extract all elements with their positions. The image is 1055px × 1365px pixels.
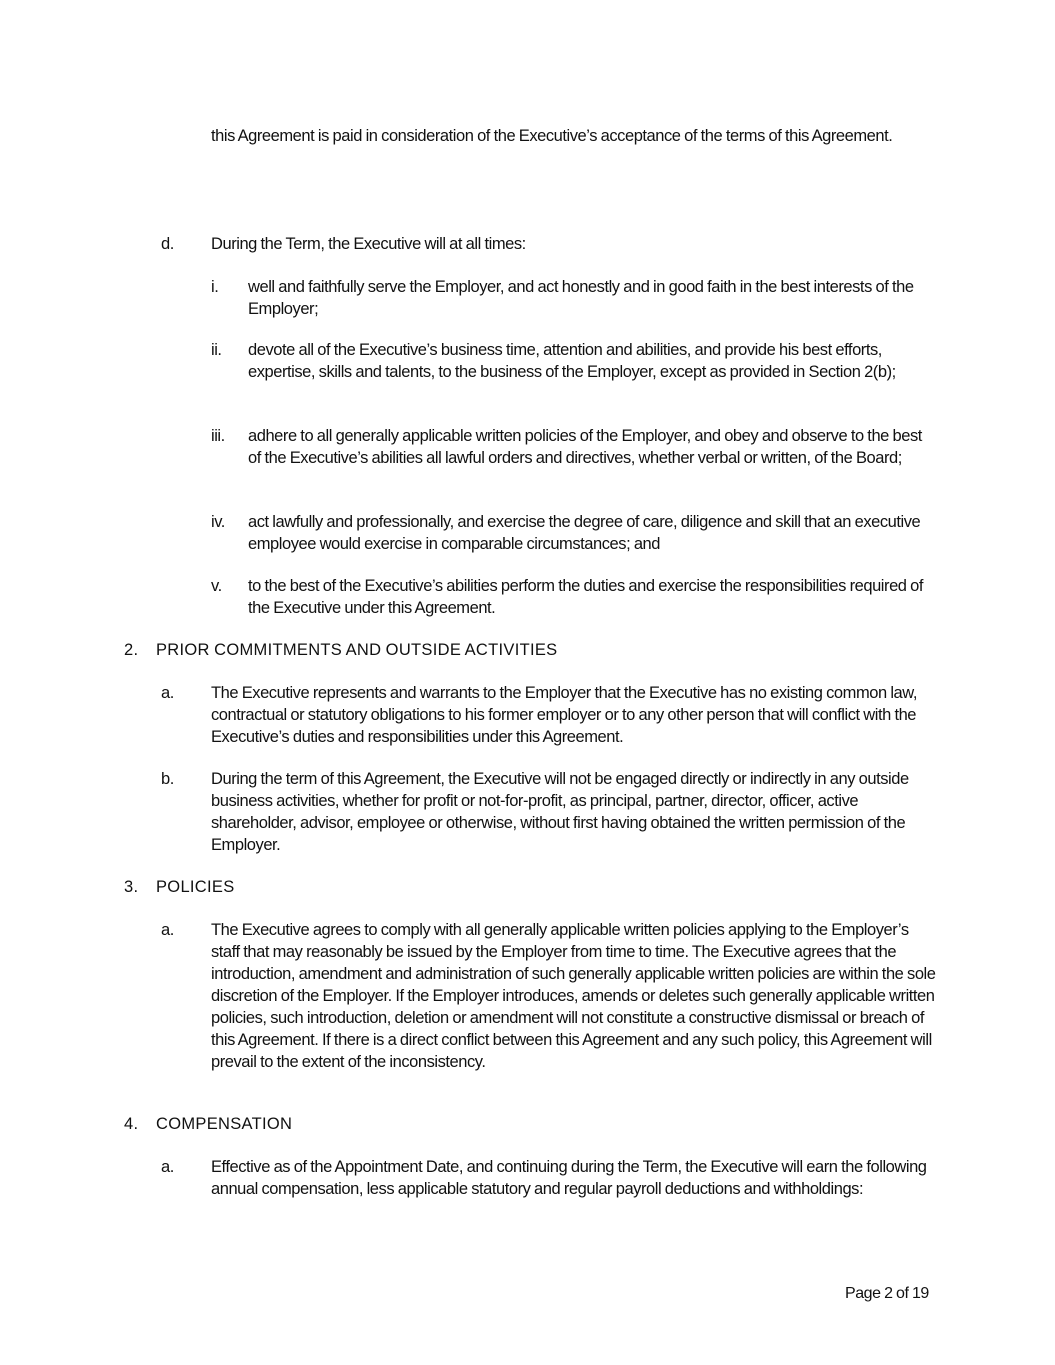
list-item-text: During the term of this Agreement, the Executive will not be engaged directly or indirectly in any outside business activities, whether for profit or not-for-profit, as principal, partner, director, officer, active shareholder, advisor, employee or otherwise, without first having obtained the written permission of the Employer. [211,770,909,854]
list-marker: a. [161,921,174,939]
list-marker: i. [211,278,219,296]
list-item-text: Effective as of the Appointment Date, and continuing during the Term, the Executive will earn the following annual compensation, less applicable statutory and regular payroll deductions and withholdings: [211,1158,927,1198]
section-number: 2. [124,641,139,659]
page-number: Page 2 of 19 [845,1285,929,1302]
list-marker: a. [161,1158,174,1176]
section-title: COMPENSATION [156,1115,293,1133]
section-title: PRIOR COMMITMENTS AND OUTSIDE ACTIVITIES [156,641,558,659]
list-item-text: well and faithfully serve the Employer, and act honestly and in good faith in the best interests of the Employer; [248,278,914,318]
list-item-text: devote all of the Executive’s business time, attention and abilities, and provide his best efforts, expertise, skills and talents, to the business of the Employer, except as provided in Section 2(b); [248,341,896,381]
section-number: 4. [124,1115,139,1133]
list-marker: b. [161,770,174,788]
list-marker: ii. [211,341,222,359]
list-item-text: act lawfully and professionally, and exercise the degree of care, diligence and skill that an executive employee would exercise in comparable circumstances; and [248,513,921,553]
continuation-paragraph: this Agreement is paid in consideration of the Executive’s acceptance of the terms of this Agreement. [211,127,893,145]
list-marker: d. [161,235,174,253]
list-item-text: to the best of the Executive’s abilities perform the duties and exercise the responsibilities required of the Executive under this Agreement. [248,577,924,617]
list-marker: v. [211,577,222,595]
list-marker: iii. [211,427,225,445]
section-number: 3. [124,878,139,896]
list-marker: a. [161,684,174,702]
list-item-text: The Executive represents and warrants to the Employer that the Executive has no existing common law, contractual or statutory obligations to his former employer or to any other person that will conflict with the Executive’s duties and responsibilities under this Agreement. [211,684,917,746]
list-item-text: adhere to all generally applicable written policies of the Employer, and obey and observe to the best of the Executive’s abilities all lawful orders and directives, whether verbal or written, of the Board; [248,427,922,467]
list-marker: iv. [211,513,225,531]
list-item-text: The Executive agrees to comply with all generally applicable written policies applying to the Employer’s staff that may reasonably be issued by the Employer from time to time. The Executive agrees that the introduction, amendment and administration of such generally applicable written policies are within the sole discretion of the Employer. If the Employer introduces, amends or deletes such generally applicable written policies, such introduction, deletion or amendment will not constitute a constructive dismissal or breach of this Agreement. If there is a direct conflict between this Agreement and any such policy, this Agreement will prevail to the extent of the inconsistency. [211,921,936,1071]
list-item-text: During the Term, the Executive will at all times: [211,235,526,253]
section-title: POLICIES [156,878,235,896]
